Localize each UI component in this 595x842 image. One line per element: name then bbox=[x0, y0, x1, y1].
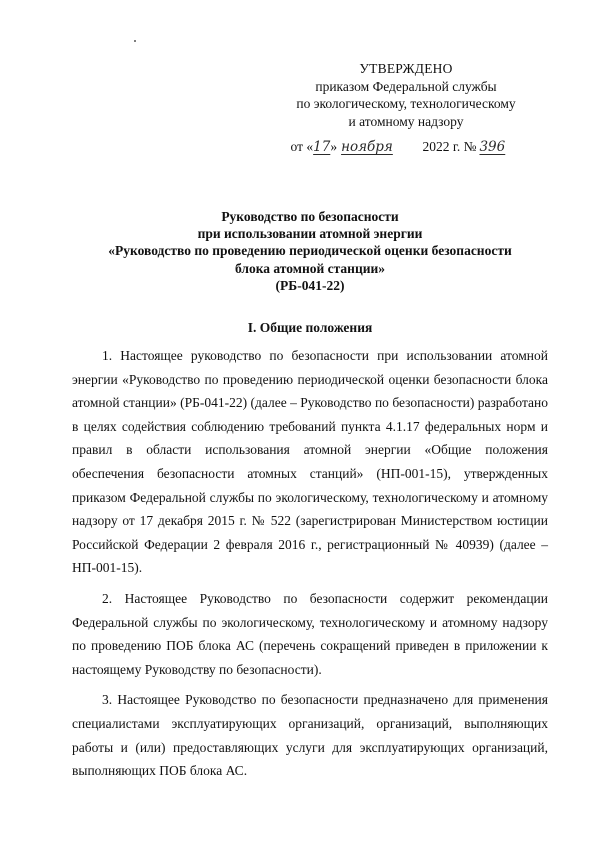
approval-block bbox=[270, 60, 542, 157]
paragraph-2: 2. Настоящее Руководство по безопасности содержит рекомендации Федеральной службы по экологическому, технологическому и атомному надзору по проведению ПОБ блока АС (перечень сокращений приведен в приложении к настоящему Руководству по безопасности). bbox=[72, 590, 548, 677]
section-body bbox=[72, 344, 548, 790]
date-year: 2022 г. № bbox=[422, 139, 477, 154]
approval-date-line bbox=[270, 138, 542, 157]
handwritten-month: ноября bbox=[341, 139, 393, 155]
paragraph-1: 1. Настоящее руководство по безопасности при использовании атомной энергии «Руководство по проведению периодической оценки безопасности блока атомной станции» (РБ-041-22) (далее – Руководство по безопасности) разработано в целях содействия соблюдению требований пункта 4.1.17 федеральных норм и правил в области использования атомной энергии «Общие положения обеспечения безопасности атомных станций» (НП-001-15), утвержденных приказом Федеральной службы по экологическому, технологическому и атомному надзору от 17 декабря 2015 г. № 522 (зарегистрирован Министерством юстиции Российской Федерации 2 февраля 2016 г., регистрационный № 40939) (далее – НП-001-15). bbox=[72, 348, 548, 576]
title-line-3: «Руководство по проведению периодической оценки безопасности bbox=[108, 243, 512, 259]
document-title bbox=[60, 208, 560, 294]
scan-speck bbox=[134, 40, 136, 42]
handwritten-order-number: 396 bbox=[479, 139, 506, 155]
title-line-5: (РБ-041-22) bbox=[275, 277, 345, 293]
section-heading: I. Общие положения bbox=[247, 320, 373, 335]
approval-heading: УТВЕРЖДЕНО bbox=[359, 61, 453, 76]
approval-line-2: по экологическому, технологическому bbox=[296, 96, 516, 111]
approval-line-3: и атомному надзору bbox=[348, 113, 464, 129]
date-day-close: » bbox=[330, 139, 338, 154]
approval-line-1: приказом Федеральной службы bbox=[315, 78, 497, 94]
title-line-4: блока атомной станции» bbox=[234, 260, 386, 276]
title-line-1: Руководство по безопасности bbox=[221, 209, 399, 224]
paragraph-3: 3. Настоящее Руководство по безопасности предназначено для применения специалистами эксплуатирующих организаций, организаций, выполняющих работы и (или) предоставляющих услуги для эксплуатирующих организаций, выполняющих ПОБ блока АС. bbox=[72, 692, 548, 779]
title-line-2: при использовании атомной энергии bbox=[197, 226, 423, 242]
date-prefix: от « bbox=[290, 139, 314, 154]
handwritten-day: 17 bbox=[313, 139, 331, 155]
